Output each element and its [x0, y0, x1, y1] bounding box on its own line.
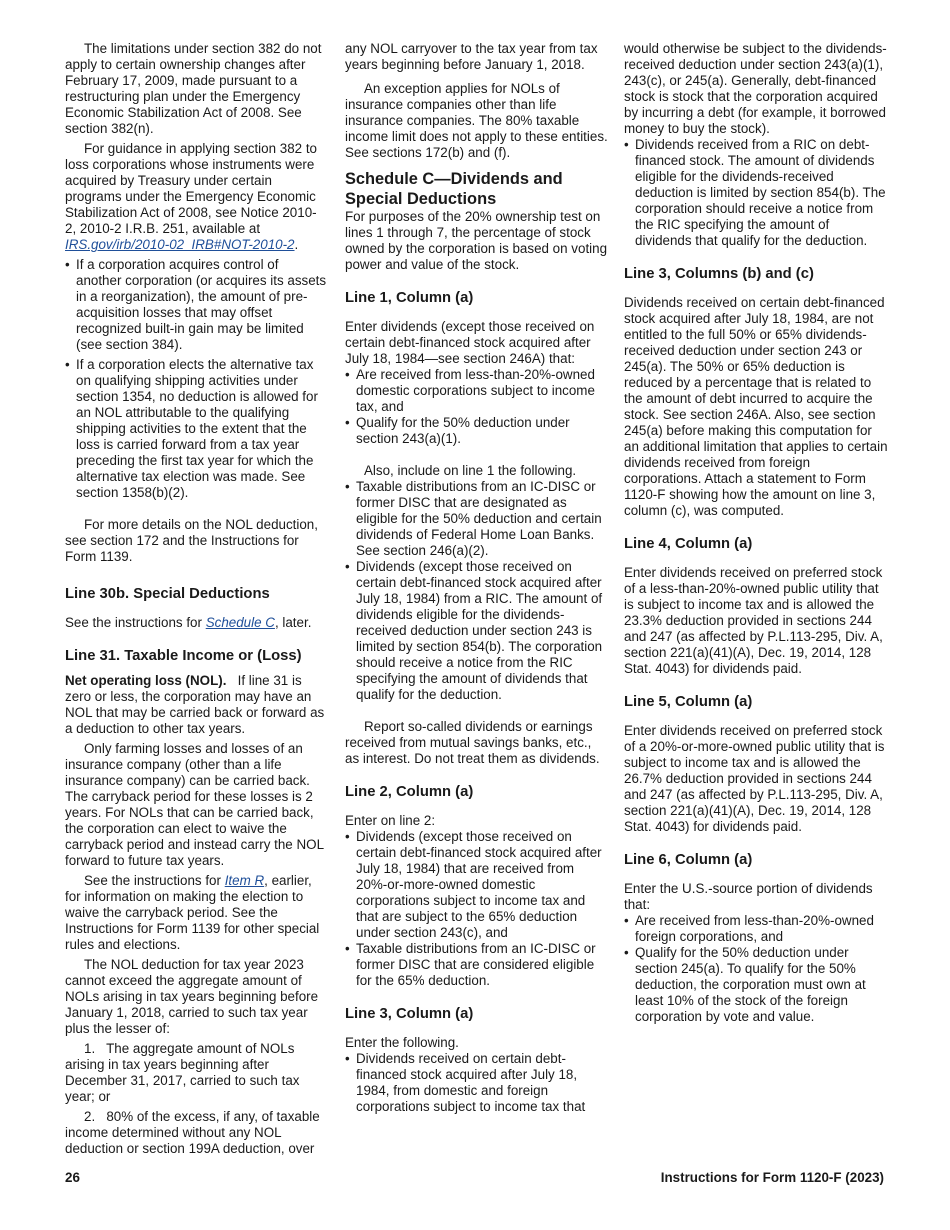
bullet-item: • Are received from less-than-20%-owned foreign corporations, and: [624, 913, 888, 945]
bullet-item: • If a corporation elects the alternative tax on qualifying shipping activities under section 1354, no deduction is allowed for an NOL attributable to the qualifying shipping activities to the extent that the loss is carried forward from a tax year preceding the first tax year for which the alternative tax election was made. See section 1358(b)(2).: [65, 357, 327, 501]
paragraph: would otherwise be subject to the dividends-received deduction under section 243(a)(1), 243(c), or 245(a). Generally, debt-financed stock is stock that the corporation acquired by incurring a debt (for example, it borrowed money to buy the stock).: [624, 41, 887, 136]
heading-line-4: Line 4, Column (a): [624, 536, 753, 552]
paragraph: Enter on line 2:: [345, 813, 436, 828]
page-number: 26: [65, 1170, 80, 1185]
column-right: [624, 41, 888, 1029]
heading-line-30b: Line 30b. Special Deductions: [65, 586, 270, 602]
paragraph: Only farming losses and losses of an insurance company (other than a life insurance company) can be carried back. The carryback period for these losses is 2 years. For NOLs that can be carried back, the corporation can elect to waive the carryback period and instead carry the NOL forward to future tax years.: [65, 741, 324, 868]
heading-line-6: Line 6, Column (a): [624, 852, 753, 868]
paragraph: The NOL deduction for tax year 2023 cannot exceed the aggregate amount of NOLs arising in tax years beginning before January 1, 2018, carried to such tax year plus the lesser of:: [65, 957, 319, 1036]
paragraph: For more details on the NOL deduction, see section 172 and the Instructions for Form 1139.: [65, 517, 318, 564]
heading-line-3: Line 3, Column (a): [345, 1006, 474, 1022]
bullet-item: • Qualify for the 50% deduction under section 243(a)(1).: [345, 415, 608, 447]
bullet-item: • Are received from less-than-20%-owned domestic corporations subject to income tax, and: [345, 367, 608, 415]
bullet-item: • Dividends received on certain debt-financed stock acquired after July 18, 1984, from domestic and foreign corporations subject to income tax that: [345, 1051, 608, 1115]
paragraph: Enter dividends received on preferred stock of a less-than-20%-owned public utility that is subject to income tax and is allowed the 23.3% deduction provided in sections 244 and 247 (as affected by P.L.113-295, Div. A, section 221(a)(41)(A), Dec. 19, 2014, 128 Stat. 4043) for dividends paid.: [624, 565, 883, 676]
bullet-item: • Taxable distributions from an IC-DISC or former DISC that are designated as eligible for the 50% deduction and certain dividends of Federal Home Loan Banks. See section 246(a)(2).: [345, 479, 608, 559]
heading-line-31: Line 31. Taxable Income or (Loss): [65, 648, 302, 664]
paragraph: Net operating loss (NOL). If line 31 is zero or less, the corporation may have an NOL that may be carried back or forward as a deduction to other tax years.: [65, 673, 325, 736]
paragraph: For guidance in applying section 382 to loss corporations whose instruments were acquired by Treasury under certain programs under the Emergency Economic Stabilization Act of 2008, see Notice 2010-2, 2010-2 I.R.B. 251, available at IRS.gov/irb/2010-02_IRB#NOT-2010-2.: [65, 141, 318, 252]
bullet-item: • Dividends (except those received on certain debt-financed stock acquired after July 18, 1984) from a RIC. The amount of dividends eligible for the dividends-received deduction under section 243 is limited by section 854(b). The corporation should receive a notice from the RIC specifying the amount of dividends that qualify for the deduction.: [345, 559, 608, 703]
bullet-item: • Taxable distributions from an IC-DISC or former DISC that are considered eligible for the 65% deduction.: [345, 941, 608, 989]
paragraph: Report so-called dividends or earnings received from mutual savings banks, etc., as interest. Do not treat them as dividends.: [345, 719, 600, 766]
heading-line-5: Line 5, Column (a): [624, 694, 753, 710]
column-middle: [345, 41, 608, 1119]
heading-line-2: Line 2, Column (a): [345, 784, 474, 800]
paragraph: Enter the following.: [345, 1035, 459, 1050]
nol-label: Net operating loss (NOL).: [65, 673, 227, 688]
paragraph: An exception applies for NOLs of insurance companies other than life insurance companies. The 80% taxable income limit does not apply to these entities. See sections 172(b) and (f).: [345, 81, 608, 160]
form-title: Instructions for Form 1120-F (2023): [660, 1170, 884, 1185]
paragraph: Dividends received on certain debt-financed stock acquired after July 18, 1984, are not entitled to the full 50% or 65% dividends-received deduction under section 243 or 245(a). The 50% or 65% deduction is reduced by a percentage that is related to the amount of debt incurred to acquire the stock. See section 246A. Also, see section 245(a) before making this computation for an additional limitation that applies to certain dividends received from foreign corporations. Attach a statement to Form 1120-F showing how the amount on line 3, column (c), was computed.: [624, 295, 888, 518]
paragraph: See the instructions for Item R, earlier, for information on making the election to waive the carryback period. See the Instructions for Form 1139 for other special rules and elections.: [65, 873, 320, 952]
paragraph: Enter dividends (except those received on certain debt-financed stock acquired after July 18, 1984—see section 246A) that:: [345, 319, 595, 366]
paragraph: Also, include on line 1 the following.: [364, 463, 577, 478]
paragraph: See the instructions for Schedule C, later.: [65, 615, 312, 630]
heading-schedule-c: Schedule C—Dividends and Special Deductions: [345, 170, 563, 208]
bullet-item: • Dividends (except those received on certain debt-financed stock acquired after July 18, 1984) that are received from 20%-or-more-owned domestic corporations subject to income tax and that are subject to the 65% deduction under section 243(c), and: [345, 829, 608, 941]
column-left: [65, 41, 327, 1161]
heading-line-3-bc: Line 3, Columns (b) and (c): [624, 266, 814, 282]
heading-line-1: Line 1, Column (a): [345, 290, 474, 306]
paragraph: Enter the U.S.-source portion of dividends that:: [624, 881, 873, 912]
schedule-c-link[interactable]: Schedule C: [205, 615, 275, 630]
paragraph: Enter dividends received on preferred stock of a 20%-or-more-owned public utility that is subject to income tax and is allowed the 26.7% deduction provided in sections 244 and 247 (as affected by P.L.113-295, Div. A, section 221(a)(41)(A), Dec. 19, 2014, 128 Stat. 4043) for dividends paid.: [624, 723, 885, 834]
bullet-item: • If a corporation acquires control of another corporation (or acquires its assets in a reorganization), the amount of pre-acquisition losses that may offset recognized built-in gain may be limited (see section 384).: [65, 257, 327, 353]
paragraph: For purposes of the 20% ownership test on lines 1 through 7, the percentage of stock owned by the corporation is based on voting power and value of the stock.: [345, 209, 608, 272]
numbered-item: 1. The aggregate amount of NOLs arising in tax years beginning after December 31, 2017, carried to such tax year; or: [65, 1041, 304, 1104]
bullet-item: • Dividends received from a RIC on debt-financed stock. The amount of dividends eligible for the dividends-received deduction is limited by section 854(b). The corporation should receive a notice from the RIC specifying the amount of dividends that qualify for the deduction.: [624, 137, 888, 249]
item-r-link[interactable]: Item R: [224, 873, 265, 888]
notice-2010-2-link[interactable]: IRS.gov/irb/2010-02_IRB#NOT-2010-2: [65, 237, 295, 252]
paragraph: any NOL carryover to the tax year from tax years beginning before January 1, 2018.: [345, 41, 598, 72]
bullet-item: • Qualify for the 50% deduction under section 245(a). To qualify for the 50% deduction, the corporation must own at least 10% of the stock of the foreign corporation by vote and value.: [624, 945, 888, 1025]
paragraph: The limitations under section 382 do not apply to certain ownership changes after February 17, 2009, made pursuant to a restructuring plan under the Emergency Economic Stabilization Act of 2008. See section 382(n).: [65, 41, 322, 136]
numbered-item: 2. 80% of the excess, if any, of taxable income determined without any NOL deduction or section 199A deduction, over: [65, 1109, 324, 1156]
